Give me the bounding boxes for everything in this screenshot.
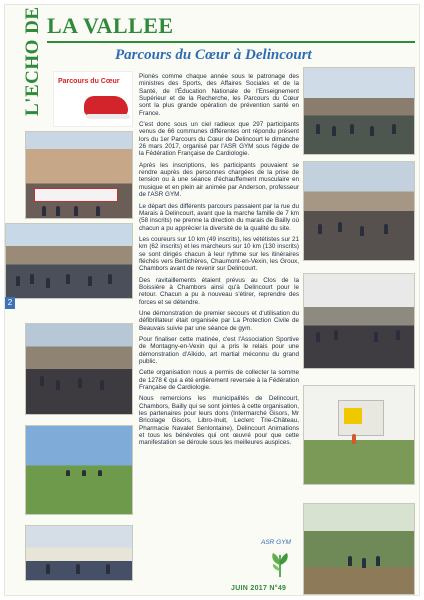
article-title: Parcours du Cœur à Delincourt bbox=[115, 47, 312, 63]
issue-footer: JUIN 2017 N°49 bbox=[231, 585, 287, 592]
masthead-vertical-text: L'ECHO DE bbox=[22, 6, 43, 116]
masthead-rule bbox=[47, 41, 415, 43]
photo-refreshments bbox=[303, 273, 415, 369]
newsletter-page bbox=[4, 4, 420, 596]
paragraph: Après les inscriptions, les participants pouvaient se rendre auprès des personnes chargées de la prise de tension ou à une séance d'échauffement musculaire en musique et en plein air animée par Anderson, professeur de l'ASR GYM. bbox=[139, 161, 299, 199]
event-banner bbox=[34, 188, 118, 202]
photo-participants bbox=[25, 323, 133, 415]
paragraph: Les coureurs sur 10 km (49 inscrits), les vététistes sur 21 km (62 inscrits) et les marcheurs sur 10 km (130 inscrits) se sont dirigés chacun à leur rythme sur les itinéraires fléchés vers Bertichères, Chaumont-en-Vexin, les Groux, Chambors avant de revenir sur Delincourt. bbox=[139, 235, 299, 273]
photo-field-walk bbox=[25, 425, 133, 515]
article-signature: ASR GYM bbox=[261, 539, 291, 546]
photo-church-crowd bbox=[303, 161, 415, 261]
paragraph: Cette organisation nous a permis de collecter la somme de 1278 € qui a été entièrement reversée à la Fédération Française de Cardiologie. bbox=[139, 369, 299, 392]
paragraph: Des ravitaillements étaient prévus au Clos de la Boissière à Chambors ainsi qu'à Delincourt pour le retour. Chacun a pu à nouveau s'étirer, reprendre des forces et se détendre. bbox=[139, 276, 299, 306]
protection-civile-logo-icon bbox=[344, 408, 362, 424]
photo-tent bbox=[25, 525, 133, 581]
photo-town-hall bbox=[25, 131, 133, 219]
paragraph: Pour finaliser cette matinée, c'est l'Association Sportive de Montagny-en-Vexin qui a pris le relais pour une démonstration d'Aïkido, art martial méconnu du grand public. bbox=[139, 336, 299, 366]
photo-village-walkers bbox=[303, 67, 415, 155]
masthead-title: LA VALLEE bbox=[47, 13, 174, 38]
paragraph: C'est donc sous un ciel radieux que 297 participants venus de 66 communes différentes ont répondu présent lors du 1er Parcours du Cœur de Delincourt le dimanche 26 mars 2017, organisé par l'ASR GYM sous l'égide de la Fédération Française de Cardiologie. bbox=[139, 121, 299, 158]
page-number-badge: 2 bbox=[5, 297, 15, 309]
photo-forest-walk bbox=[303, 503, 415, 595]
shoe-icon bbox=[84, 96, 128, 116]
photo-protection-civile-tent bbox=[303, 385, 415, 485]
logo-caption: Parcours du Cœur bbox=[58, 78, 120, 85]
paragraph: Nous remercions les municipalités de Delincourt, Chambors, Bailly qui se sont jointes à cette organisation, les partenaires pour leurs dons (Intermarché Gisors, Mr Bricolage Gisors, Libro-Inuit, Leclerc Trie-Château, Pharmacie Navalet Senlontaine), Delincourt Animations et tous les bénévoles qui ont œuvré pour que cette manifestation se déroule sous les meilleures auspices. bbox=[139, 395, 299, 447]
article-body bbox=[139, 73, 299, 451]
photo-crowd-start bbox=[5, 223, 133, 299]
leaf-logo-icon bbox=[267, 551, 293, 579]
parcours-logo-image bbox=[53, 71, 133, 127]
paragraph: Pionès comme chaque année sous le patronage des ministres des Sports, des Affaires Sociales et de la Santé, de l'Éducation Nationale de l'Enseignement Supérieur et de la Recherche, les Parcours du Cœur sont la plus grande opération de prévention santé en France. bbox=[139, 73, 299, 117]
paragraph: Une démonstration de premier secours et d'utilisation du défibrillateur était organisée par La Protection Civile de Beauvais suivie par une séance de gym. bbox=[139, 309, 299, 332]
paragraph: Le départ des différents parcours passaient par la rue du Marais à Delincourt, avant que la marche famille de 7 km (58 inscrits) ne prenne la direction du marais de Bailly où chacun a pu apprécier la diversité de la qualité du site. bbox=[139, 202, 299, 232]
